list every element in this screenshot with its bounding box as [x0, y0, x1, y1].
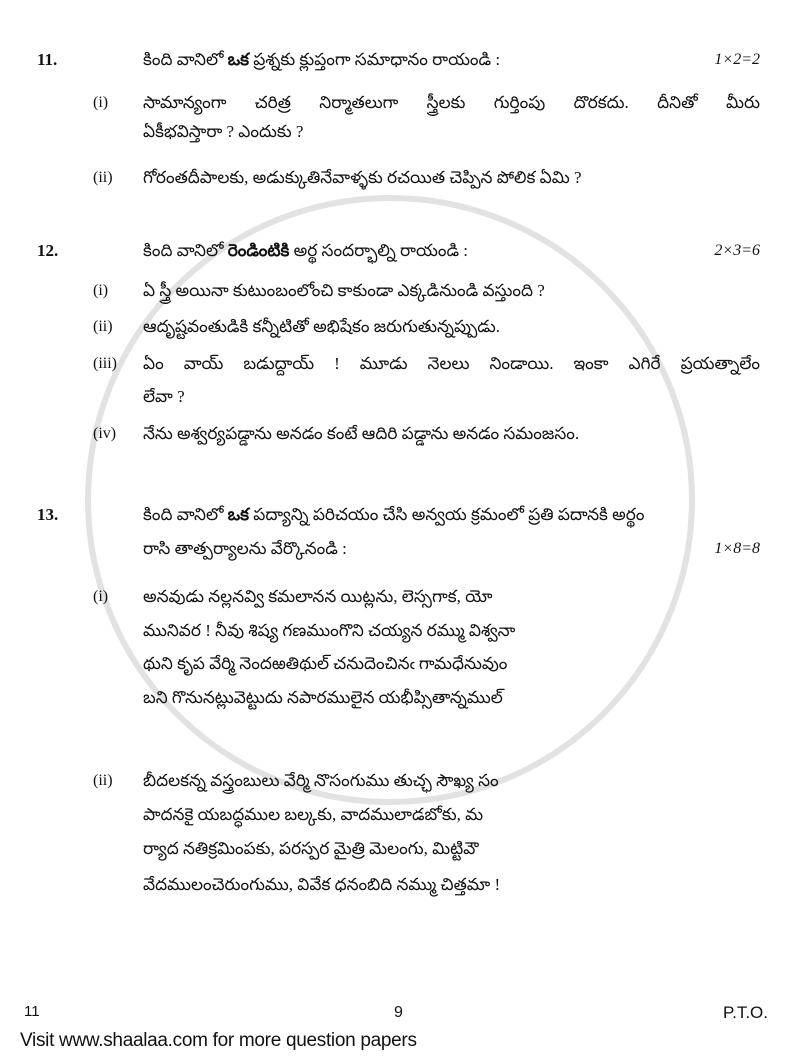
item-label: (i): [93, 94, 109, 111]
prompt-text: ప్రశ్నకు క్లుప్తంగా సమాధానం రాయండి :: [249, 50, 501, 69]
prompt-text: అర్థ సందర్భాల్ని రాయండి :: [289, 241, 468, 260]
marks: 2×3=6: [714, 242, 760, 259]
poem-line: బీదలకన్న వస్త్రంబులు వేర్మి నొసంగుము తుచ్ఛ సౌఖ్య సం: [143, 771, 499, 790]
question-number: 13.: [37, 505, 59, 524]
prompt-text: కింది వానిలో: [143, 241, 228, 260]
prompt-text: పద్యాన్ని పరిచయం చేసి అన్వయ క్రమంలో ప్రతి పదానకి అర్థం: [249, 505, 645, 524]
item-text: ఏ స్త్రీ అయినా కుటుంబంలోంచి కాకుండా ఎక్కడినుండి వస్తుంది ?: [143, 281, 545, 300]
prompt-text: కింది వానిలో: [143, 50, 228, 69]
prompt-emphasis: ఒక: [227, 50, 250, 69]
question-prompt: [143, 49, 500, 71]
question-number: 12.: [37, 241, 59, 260]
item-text: లేవా ?: [143, 387, 185, 406]
marks: 1×2=2: [714, 51, 760, 68]
item-text: సామాన్యంగా చరిత్ర నిర్మాతలుగా స్త్రీలకు గుర్తింపు దొరకదు. దీనితో మీరు: [143, 93, 760, 112]
item-text: ఆదృష్టవంతుడికి కన్నీటితో అభిషేకం జరుగుతున్నప్పుడు.: [143, 317, 500, 336]
item-label: (ii): [93, 772, 113, 789]
poem-line: బని గొనునట్లువెట్టుదు నపారములైన యభీప్సితాన్నముల్: [143, 688, 503, 707]
poem-line: ర్యాద నతిక్రమింపకు, పరస్పర మైత్రి మెలంగు, మిట్టివౌ: [143, 839, 479, 858]
promo-link[interactable]: Visit www.shaalaa.com for more question papers: [20, 1030, 417, 1051]
item-text: ఏం వాయ్ బడుద్దాయ్ ! మూడు నెలలు నిండాయి. ఇంకా ఎగిరే ప్రయత్నాలేం: [143, 354, 760, 373]
poem-line: థుని కృప వేర్మి నెందఱతిథుల్ చనుదెంచినఁ గామధేనువుం: [143, 654, 508, 673]
prompt-emphasis: రెండింటికి: [227, 241, 290, 260]
item-text: గోరంతదీపాలకు, అడుక్కుతినేవాళ్ళకు రచయిత చెప్పిన పోలిక ఏమి ?: [143, 168, 582, 187]
please-turn-over: P.T.O.: [722, 1003, 768, 1022]
item-text: ఏకీభవిస్తారా ? ఎందుకు ?: [143, 122, 304, 141]
question-prompt: [143, 240, 468, 262]
item-label: (i): [93, 588, 109, 605]
item-label: (i): [93, 282, 109, 299]
poem-line: పాదనకై యబద్ధముల బల్కకు, వాదములాడబోకు, మ: [143, 805, 484, 824]
item-label: (iv): [93, 425, 117, 442]
question-prompt: [143, 504, 644, 526]
prompt-text: కింది వానిలో: [143, 505, 228, 524]
prompt-emphasis: ఒక: [227, 505, 250, 524]
item-label: (ii): [93, 318, 113, 335]
page-number: 9: [394, 1004, 403, 1021]
item-label: (iii): [93, 355, 117, 372]
question-number: 11.: [37, 50, 58, 69]
poem-line: అనవుడు నల్లనవ్వి కమలానన యిట్లను, లెస్సగాక, యో: [143, 587, 493, 606]
poem-line: మునివర ! నీవు శిష్య గణముంగొని చయ్యన రమ్ము విశ్వనా: [143, 621, 516, 640]
item-label: (ii): [93, 169, 113, 186]
poem-line: వేదములంచెరుంగుము, వివేక ధనంబిది నమ్ము చిత్తమా !: [143, 875, 501, 894]
paper-code: 11: [24, 1003, 40, 1020]
marks: 1×8=8: [714, 540, 760, 557]
question-prompt-line2: రాసి తాత్పర్యాలను వేర్కొనండి :: [143, 539, 347, 558]
item-text: నేను అశ్వర్యపడ్డాను అనడం కంటే ఆదిరి పడ్డాను అనడం సమంజసం.: [143, 424, 580, 443]
